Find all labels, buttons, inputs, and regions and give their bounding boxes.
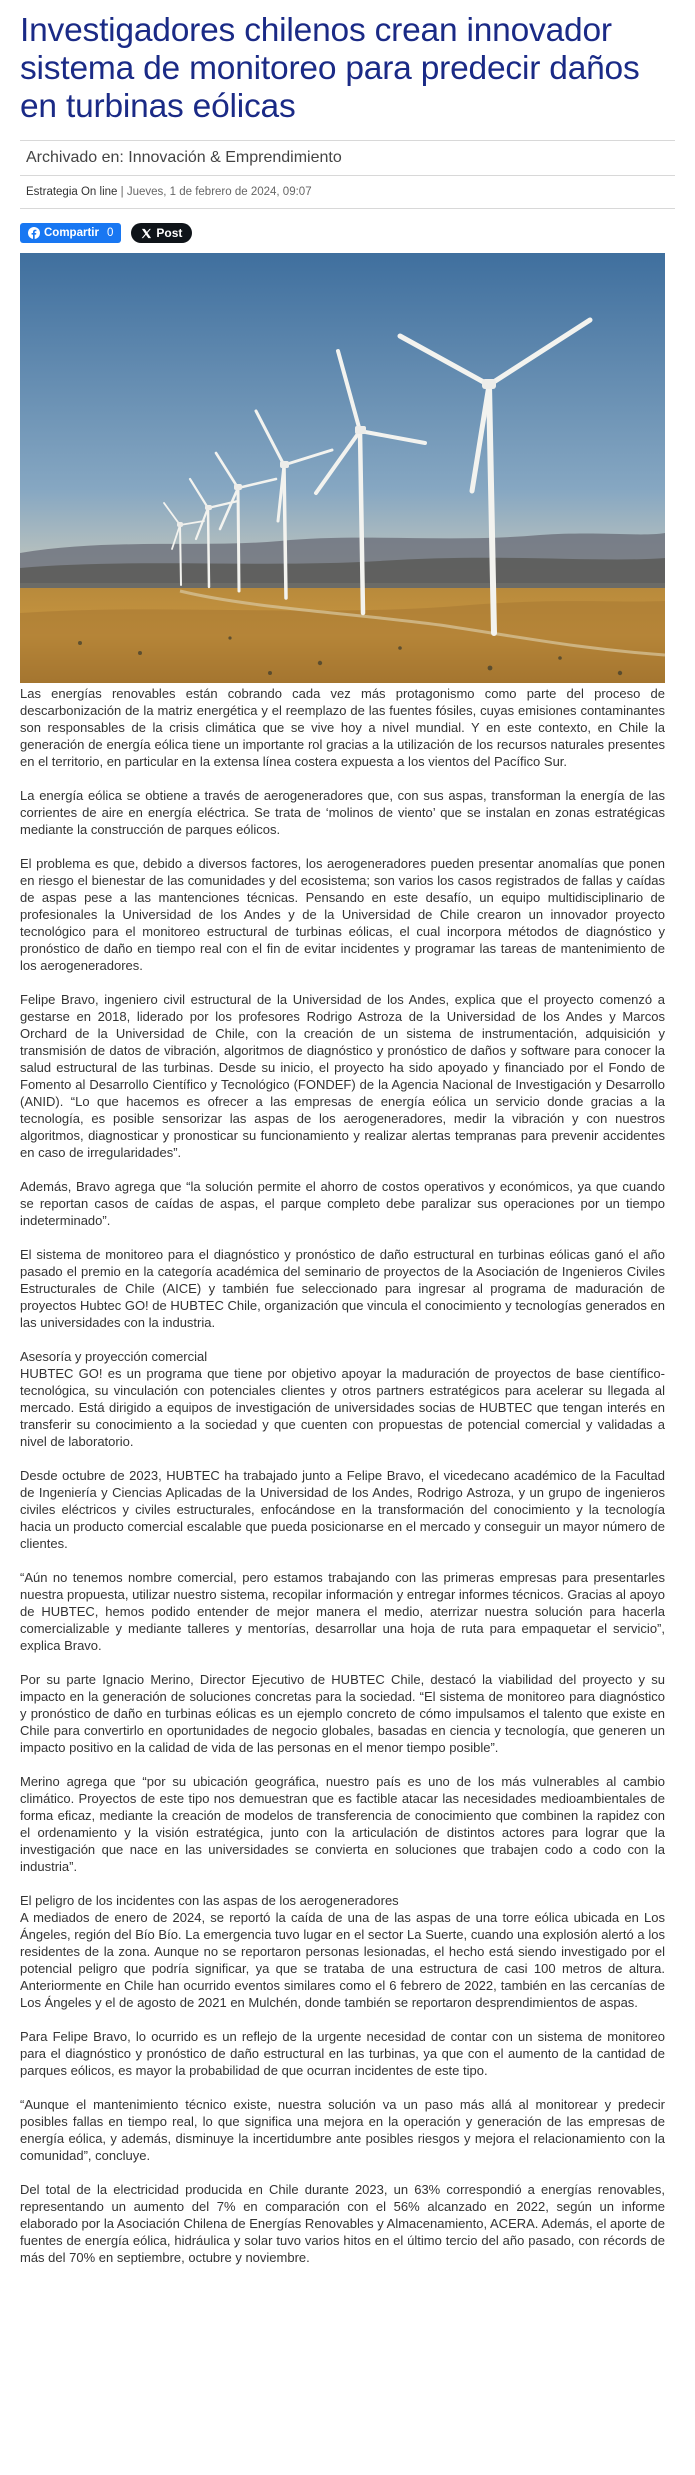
article-paragraph: Del total de la electricidad producida en Chile durante 2023, un 63% correspondió a energías renovables, representando un aumento del 7% en comparación con el 56% alcanzado en 2022, según un informe elaborado por la Asociación Chilena de Energías Renovables y Almacenamiento, ACERA. Además, el aporte de fuentes de energía eólica, hidráulica y solar tuvo varios hitos en el último tercio del año pasado, con récords de más del 70% en septiembre, octubre y noviembre. [20,2182,665,2265]
publish-date: Jueves, 1 de febrero de 2024, 09:07 [126,186,312,198]
article-paragraph: HUBTEC GO! es un programa que tiene por objetivo apoyar la maduración de proyectos de base científico-tecnológica, su vinculación con potenciales clientes y otros partners estratégicos para acelerar su llegada al mercado. Está dirigido a equipos de investigación de universidades socias de HUBTEC que tengan interés en transferir su conocimiento a la sociedad y que cuenten con propuestas de potencial comercial y validadas a nivel de laboratorio. [20,1366,665,1449]
article-paragraph: El problema es que, debido a diversos factores, los aerogeneradores pueden presentar anomalías que ponen en riesgo el bienestar de las comunidades y del ecosistema; son varios los casos registrados de fallas y caídas de aspas pese a las mantenciones técnicas. Pensando en este desafío, un equipo multidisciplinario de profesionales la Universidad de los Andes y de la Universidad de Chile crearon un innovador proyecto tecnológico para el monitoreo estructural de turbinas eólicas, el cual incorpora métodos de diagnóstico y pronóstico de daño en tiempo real con el fin de evitar incidentes y programar las tareas de mantenimiento de los aerogeneradores. [20,856,665,973]
article-paragraph: “Aunque el mantenimiento técnico existe, nuestra solución va un paso más allá al monitorear y predecir posibles fallas en tiempo real, lo que significa una mejora en la operación y generación de las empresas de energía eólica, y además, disminuye la incertidumbre ante posibles riesgos y mejora el relacionamiento con la comunidad”, concluye. [20,2097,665,2163]
x-post-button[interactable] [131,223,192,243]
facebook-share-count: 0 [106,227,114,239]
article-paragraph: Para Felipe Bravo, lo ocurrido es un reflejo de la urgente necesidad de contar con un sistema de monitoreo para el diagnóstico y pronóstico de daño estructural en las turbinas, ya que con el aumento de la cantidad de parques eólicos, es mayor la probabilidad de que ocurran incidentes de este tipo. [20,2029,665,2078]
article-paragraph: “Aún no tenemos nombre comercial, pero estamos trabajando con las primeras empresas para presentarles nuestra propuesta, utilizar nuestro sistema, recopilar información y entregar informes técnicos. Gracias al apoyo de HUBTEC, hemos podido entender de mejor manera el medio, aterrizar nuestra solución para hacerla comercializable y mediante talleres y mentorías, desarrollar una hoja de ruta para empaquetar el servicio”, explica Bravo. [20,1570,665,1653]
article-paragraph: Las energías renovables están cobrando cada vez más protagonismo como parte del proceso de descarbonización de la matriz energética y el reemplazo de las fuentes fósiles, cuyas emisiones contaminantes son responsables de la crisis climática que se vive hoy a nivel mundial. Y en este contexto, en Chile la generación de energía eólica tiene un importante rol gracias a la utilización de los recursos naturales presentes en el territorio, en particular en la extensa línea costera expuesta a los vientos del Pacífico Sur. [20,686,665,769]
section-heading: El peligro de los incidentes con las aspas de los aerogeneradores [20,1893,399,1908]
share-bar [20,209,675,245]
article-paragraph: Además, Bravo agrega que “la solución permite el ahorro de costos operativos y económicos, ya que cuando se reportan casos de caídas de aspas, el parque completo debe paralizar sus operaciones por un tiempo indeterminado”. [20,1179,665,1228]
article-paragraph: Felipe Bravo, ingeniero civil estructural de la Universidad de los Andes, explica que el proyecto comenzó a gestarse en 2018, liderado por los profesores Rodrigo Astroza de la Universidad de los Andes y Marcos Orchard de la Universidad de Chile, con la creación de un sistema de instrumentación, adquisición y transmisión de datos de vibración, algoritmos de diagnóstico y pronóstico de daños y software para conocer la salud estructural de las turbinas. Desde su inicio, el proyecto ha sido apoyado y financiado por el Fondo de Fomento al Desarrollo Científico y Tecnológico (FONDEF) de la Agencia Nacional de Investigación y Desarrollo (ANID). “Lo que hacemos es ofrecer a las empresas de energía eólica un servicio donde gracias a la tecnología, es posible sensorizar las aspas de los aerogeneradores, medir la vibración y con nuestros algoritmos, diagnosticar y pronosticar su funcionamiento y realizar alertas tempranas para prevenir accidentes en caso de irregularidades”. [20,992,665,1160]
facebook-share-button[interactable] [20,223,121,243]
wind-turbines-photo [20,253,665,683]
section-heading: Asesoría y proyección comercial [20,1349,208,1364]
article-title: Investigadores chilenos crean innovador sistema de monitoreo para predecir daños en turbinas eólicas [20,12,640,125]
x-logo-icon [141,228,152,239]
article-paragraph: El sistema de monitoreo para el diagnóstico y pronóstico de daño estructural en turbinas eólicas ganó el año pasado el premio en la categoría académica del seminario de proyectos de la Asociación de Ingenieros Civiles Estructurales de Chile (AICE) y también fue seleccionado para ingresar al programa de maduración de proyectos Hubtec GO! de HUBTEC Chile, organización que vincula el conocimiento y tecnologías generados en las universidades con la industria. [20,1247,665,1330]
byline [20,176,675,209]
article-paragraph: Desde octubre de 2023, HUBTEC ha trabajado junto a Felipe Bravo, el vicedecano académico de la Facultad de Ingeniería y Ciencias Aplicadas de la Universidad de los Andes, Rodrigo Astroza, y un grupo de ingenieros civiles eléctricos y civiles estructurales, enfocándose en la transformación del conocimiento y la tecnología hacia un producto comercial escalable que pueda posicionarse en el mercado y conseguir un mayor número de clientes. [20,1468,665,1551]
facebook-share-label: Compartir [44,227,99,239]
facebook-icon [28,227,40,239]
article-paragraph: A mediados de enero de 2024, se reportó la caída de una de las aspas de una torre eólica ubicada en Los Ángeles, región del Bío Bío. La emergencia tuvo lugar en el sector La Suerte, cuando una explosión alertó a los residentes de la zona. Aunque no se reportaron personas lesionadas, el hecho está siendo investigado por el potencial peligro que podría significar, ya que se trataba de una estructura de casi 100 metros de altura. Anteriormente en Chile han ocurrido eventos similares como el 6 febrero de 2022, también en las cercanías de Los Ángeles y el de agosto de 2021 en Mulchén, donde también se reportaron desprendimientos de aspas. [20,1910,665,2010]
article-paragraph: Merino agrega que “por su ubicación geográfica, nuestro país es uno de los más vulnerables al cambio climático. Proyectos de este tipo nos demuestran que es factible atacar las necesidades medioambientales de forma eficaz, mediante la creación de modelos de transferencia de conocimiento que combinen la rapidez con el ordenamiento y la visión estratégica, junto con la articulación de distintos actores para lograr que la investigación que nace en las universidades se convierta en soluciones que trabajen codo a codo con la industria”. [20,1774,665,1874]
article-paragraph: La energía eólica se obtiene a través de aerogeneradores que, con sus aspas, transforman la energía de las corrientes de aire en energía eléctrica. Se trata de ‘molinos de viento’ que se instalan en zonas estratégicas mediante la construcción de parques eólicos. [20,788,665,837]
x-post-label: Post [156,226,183,240]
source-name[interactable]: Estrategia On line [26,186,118,198]
article-body [20,685,665,2266]
archive-category[interactable]: Archivado en: Innovación & Emprendimiento [20,140,675,176]
byline-separator: | [120,186,127,198]
article-paragraph: Por su parte Ignacio Merino, Director Ejecutivo de HUBTEC Chile, destacó la viabilidad del proyecto y su impacto en la generación de soluciones concretas para la sociedad. “El sistema de monitoreo para diagnóstico y pronóstico de daño en turbinas eólicas es un ejemplo concreto de cómo impulsamos el talento que existe en Chile para convertirlo en oportunidades de negocio globales, basadas en ciencia y tecnología, que generen un impacto positivo en la calidad de vida de las personas en el menor tiempo posible”. [20,1672,665,1755]
